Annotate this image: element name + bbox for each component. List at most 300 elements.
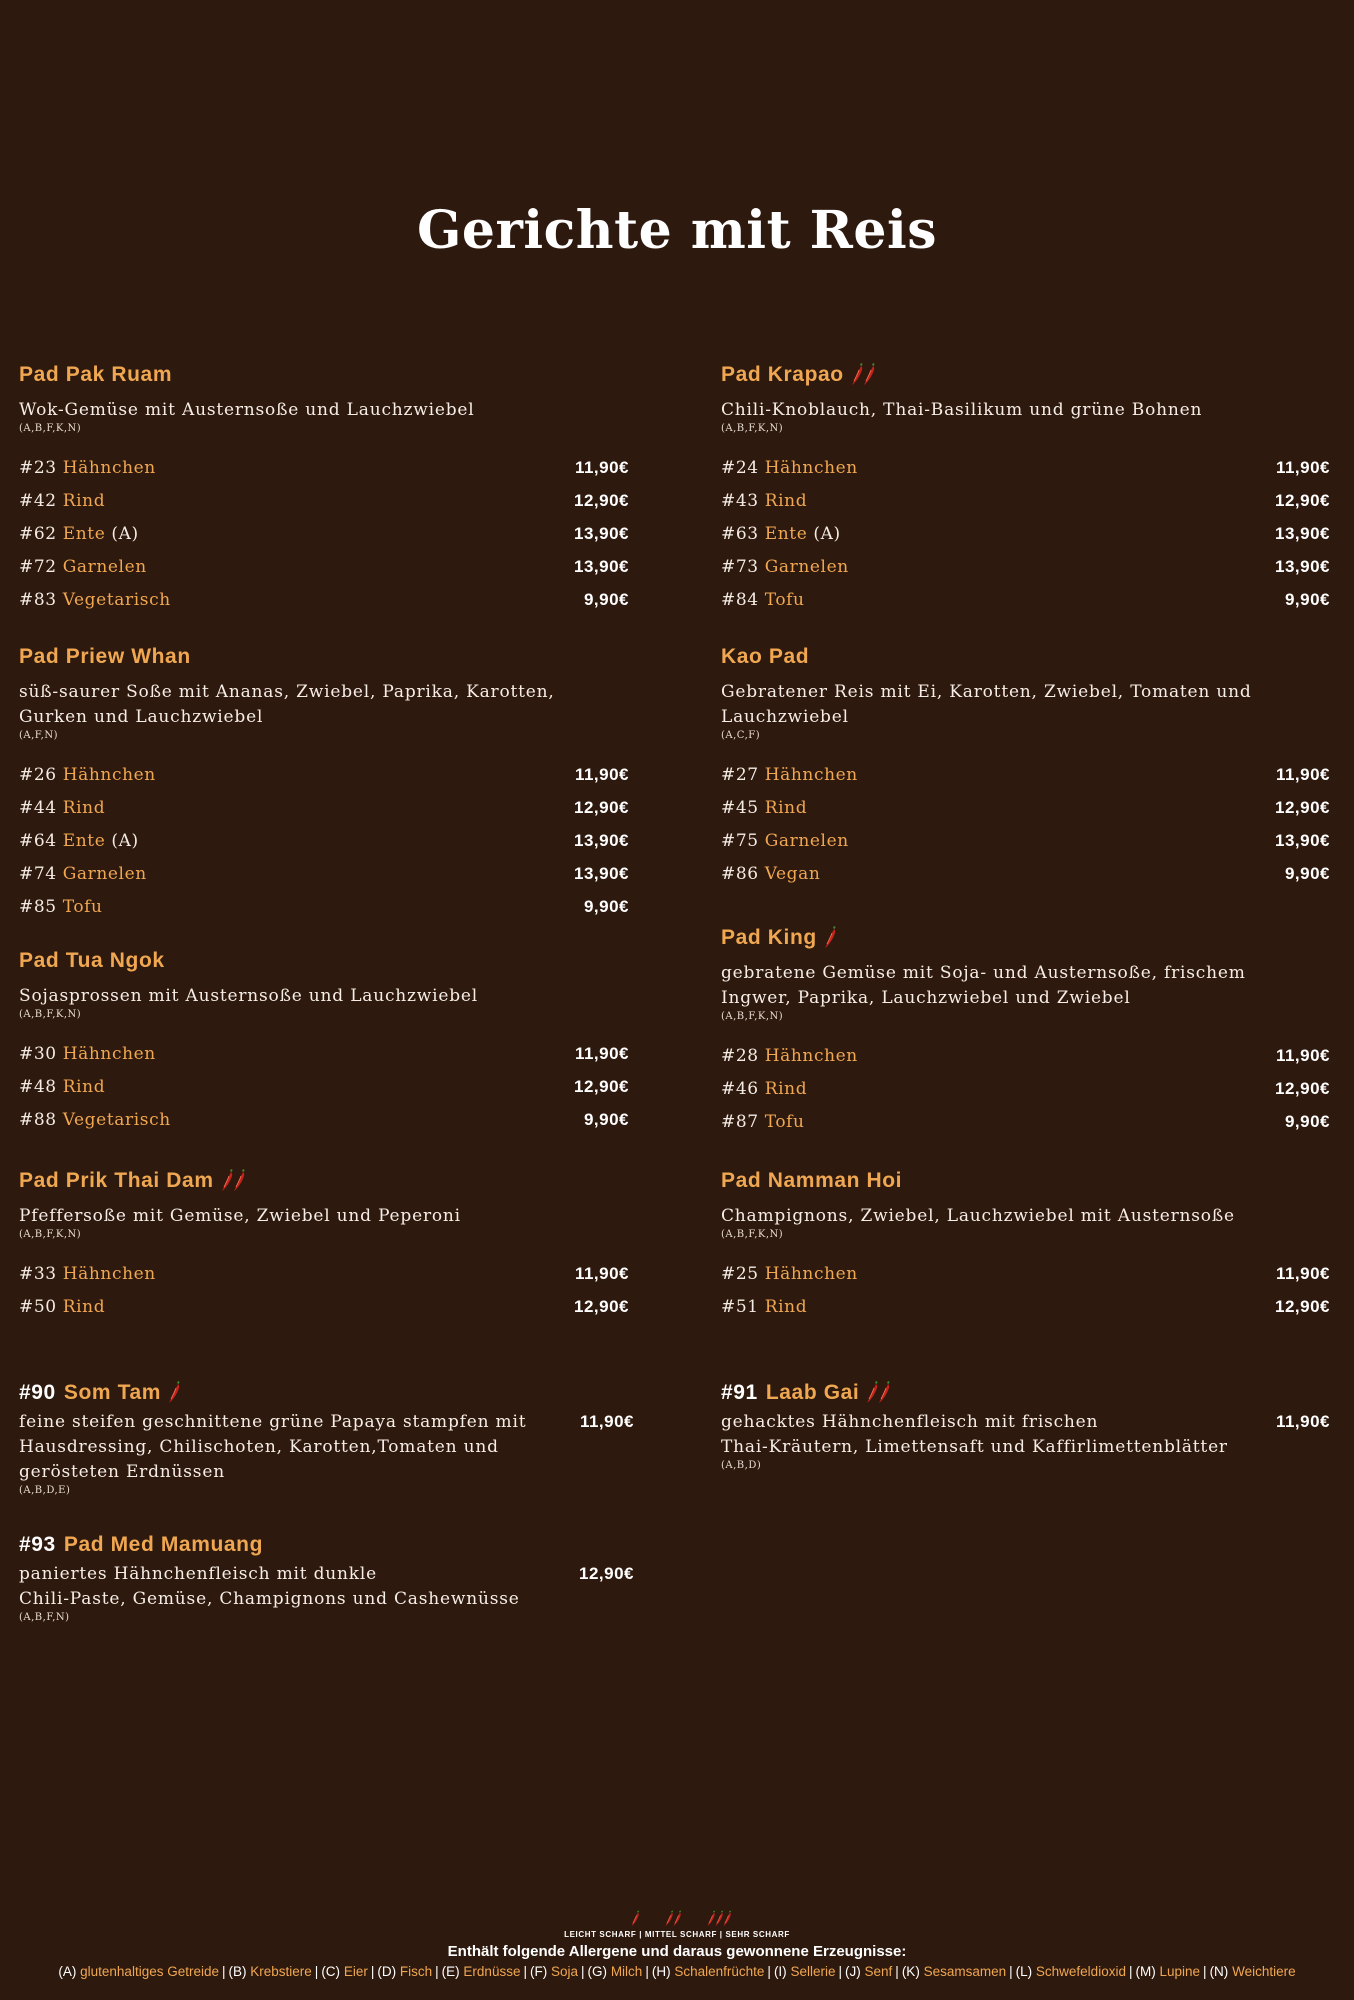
variant-row	[19, 1037, 629, 1070]
allergen-name: Eier	[343, 1964, 368, 1979]
allergen-code: (E)	[441, 1964, 460, 1979]
variant-name: Hähnchen	[764, 1045, 858, 1066]
allergen-separator: |	[435, 1964, 439, 1979]
dish-body	[19, 1408, 634, 1497]
item-code: #44	[19, 797, 57, 818]
allergen-code: (D)	[377, 1964, 397, 1979]
price: 11,90€	[1275, 1412, 1330, 1431]
variant-row	[721, 1105, 1330, 1138]
item-code: #27	[721, 764, 759, 785]
variant-row	[19, 1103, 629, 1136]
price: 12,90€	[579, 1564, 634, 1583]
description-line: Chili-Paste, Gemüse, Champignons und Cashewnüsse	[19, 1589, 520, 1609]
description-line: gehacktes Hähnchenfleisch mit frischen	[721, 1412, 1099, 1432]
variant-label	[19, 491, 105, 511]
allergen-codes: (A,C,F)	[721, 730, 761, 741]
description-line: Chili-Knoblauch, Thai-Basilikum und grüne Bohnen	[721, 400, 1203, 420]
dish-item	[19, 1530, 634, 1624]
variant-row	[721, 551, 1330, 584]
allergen-separator: |	[523, 1964, 527, 1979]
chili-icon	[850, 363, 874, 387]
variant-name: Rind	[764, 1078, 808, 1099]
dish-item	[721, 360, 1330, 617]
variant-label	[19, 524, 139, 544]
price: 9,90€	[1284, 864, 1330, 884]
allergen-separator: |	[314, 1964, 319, 1979]
variant-label	[721, 864, 820, 884]
variant-row	[19, 517, 629, 550]
variant-name: Tofu	[62, 897, 103, 918]
description-line: Ingwer, Paprika, Lauchzwiebel und Zwiebel	[721, 988, 1131, 1008]
legend-medium	[658, 1910, 680, 1928]
variant-row	[19, 551, 629, 584]
price: 11,90€	[574, 1043, 629, 1063]
allergen-code: (F)	[529, 1964, 548, 1979]
variant-label	[19, 864, 147, 884]
dish-number: #93	[19, 1533, 56, 1556]
description-line: Pfeffersoße mit Gemüse, Zwiebel und Peperoni	[19, 1206, 461, 1226]
variant-name: Tofu	[764, 590, 805, 611]
price: 11,90€	[579, 1412, 634, 1431]
variant-row	[721, 791, 1330, 824]
variant-label	[19, 831, 139, 851]
allergen-separator: |	[221, 1964, 226, 1979]
description-line: Thai-Kräutern, Limettensaft und Kaffirlimettenblätter	[721, 1437, 1228, 1457]
variant-label	[19, 1044, 156, 1064]
variant-label	[721, 765, 858, 785]
price: 11,90€	[574, 764, 629, 784]
dish-description	[721, 961, 1330, 1011]
allergen-codes: (A,B,F,K,N)	[19, 1229, 82, 1240]
allergen-name: Schalenfrüchte	[674, 1964, 765, 1979]
item-code: #48	[19, 1076, 57, 1097]
variant-list	[19, 758, 629, 924]
allergen-codes: (A,B,D)	[721, 1460, 762, 1471]
allergen-name: Milch	[610, 1964, 643, 1979]
item-code: #33	[19, 1263, 57, 1284]
dish-name-text: Pad Priew Whan	[19, 645, 191, 668]
item-code: #83	[19, 590, 57, 611]
price: 13,90€	[574, 557, 629, 577]
dish-text	[19, 1560, 539, 1624]
item-code: #75	[721, 830, 759, 851]
dish-name-text: Pad Prik Thai Dam	[19, 1169, 214, 1192]
variant-name: Ente	[764, 523, 808, 544]
variant-name: Hähnchen	[764, 1263, 858, 1284]
allergen-code: (H)	[651, 1964, 671, 1979]
allergen-codes: (A,B,F,K,N)	[19, 423, 82, 434]
chili-icon	[865, 1381, 889, 1405]
dish-name-pad-prik-thai-dam	[19, 1166, 629, 1196]
variant-row	[721, 484, 1330, 517]
allergen-name: Fisch	[399, 1964, 433, 1979]
variant-name: Garnelen	[62, 557, 147, 578]
allergen-codes: (A,B,F,N)	[19, 1612, 70, 1623]
item-code: #51	[721, 1296, 759, 1317]
variant-name: Hähnchen	[62, 457, 156, 478]
dish-item	[721, 1378, 1330, 1472]
allergen-separator: |	[767, 1964, 771, 1979]
price: 12,90€	[1275, 797, 1330, 817]
variant-list	[721, 1257, 1330, 1323]
variant-allergen: (A)	[111, 523, 139, 544]
allergen-title: Enthält folgende Allergene und daraus gewonnene Erzeugnisse:	[447, 1943, 907, 1960]
variant-row	[19, 451, 629, 484]
variant-label	[19, 897, 103, 917]
variant-label	[721, 491, 807, 511]
allergen-code: (K)	[901, 1964, 920, 1979]
description-line: Champignons, Zwiebel, Lauchzwiebel mit Austernsoße	[721, 1206, 1235, 1226]
dish-name-text: Som Tam	[63, 1381, 162, 1404]
variant-name: Ente	[62, 830, 106, 851]
dish-item	[19, 1166, 629, 1323]
allergen-code: (M)	[1135, 1964, 1156, 1979]
dish-description	[721, 1410, 1241, 1460]
legend-mild	[624, 1910, 638, 1928]
variant-label	[19, 1264, 156, 1284]
item-code: #24	[721, 457, 759, 478]
allergen-separator: |	[645, 1964, 649, 1979]
variant-row	[19, 1290, 629, 1323]
footer	[0, 1910, 1354, 1979]
variant-row	[19, 858, 629, 891]
dish-description	[19, 398, 629, 423]
variant-label	[721, 1264, 858, 1284]
allergen-name: Krebstiere	[250, 1964, 312, 1979]
dish-number: #91	[721, 1381, 758, 1404]
variant-label	[19, 1297, 105, 1317]
allergen-separator: |	[1128, 1964, 1133, 1979]
legend-separator: |	[639, 1930, 643, 1939]
price: 12,90€	[1275, 490, 1330, 510]
allergen-code: (A)	[58, 1964, 77, 1979]
dish-number: #90	[19, 1381, 56, 1404]
price: 13,90€	[1275, 557, 1330, 577]
description-line: Wok-Gemüse mit Austernsoße und Lauchzwiebel	[19, 400, 475, 420]
variant-row	[19, 584, 629, 617]
allergen-name: Weichtiere	[1232, 1964, 1296, 1979]
chili-icon	[220, 1169, 244, 1193]
item-code: #30	[19, 1043, 57, 1064]
variant-label	[721, 1046, 858, 1066]
dish-name-pad-king	[721, 923, 1330, 953]
allergen-code: (C)	[321, 1964, 341, 1979]
dish-name-pad-namman-hoi	[721, 1166, 1330, 1196]
dish-item	[721, 923, 1330, 1139]
variant-list	[19, 451, 629, 617]
allergen-code: (N)	[1209, 1964, 1229, 1979]
variant-label	[19, 590, 171, 610]
price: 13,90€	[1275, 523, 1330, 543]
price: 12,90€	[574, 1296, 629, 1316]
price: 11,90€	[1275, 764, 1330, 784]
variant-row	[19, 791, 629, 824]
allergen-separator: |	[370, 1964, 375, 1979]
variant-name: Rind	[764, 490, 808, 511]
variant-row	[19, 758, 629, 791]
dish-description	[19, 1204, 629, 1229]
spice-legend-labels	[0, 1930, 1354, 1939]
price: 13,90€	[574, 523, 629, 543]
allergen-separator: |	[1009, 1964, 1013, 1979]
dish-name-text: Pad Namman Hoi	[721, 1169, 903, 1192]
variant-label	[19, 458, 156, 478]
price: 11,90€	[574, 457, 629, 477]
allergen-code: (G)	[587, 1964, 608, 1979]
allergen-codes: (A,B,D,E)	[19, 1485, 71, 1496]
variant-name: Ente	[62, 523, 106, 544]
variant-row	[721, 758, 1330, 791]
allergen-separator: |	[581, 1964, 585, 1979]
dish-name-text: Pad King	[721, 926, 817, 949]
item-code: #84	[721, 590, 759, 611]
variant-label	[721, 557, 849, 577]
description-line: feine steifen geschnittene grüne Papaya stampfen mit	[19, 1412, 527, 1432]
variant-label	[721, 798, 807, 818]
variant-row	[721, 858, 1330, 891]
allergen-separator: |	[1203, 1964, 1207, 1979]
item-code: #45	[721, 797, 759, 818]
dish-description	[19, 680, 629, 730]
allergen-codes: (A,B,F,K,N)	[721, 423, 784, 434]
item-code: #46	[721, 1078, 759, 1099]
item-code: #62	[19, 523, 57, 544]
chili-icon	[167, 1381, 179, 1405]
variant-row	[721, 1290, 1330, 1323]
item-code: #73	[721, 557, 759, 578]
description-line: Sojasprossen mit Austernsoße und Lauchzwiebel	[19, 986, 479, 1006]
variant-name: Rind	[62, 490, 106, 511]
variant-name: Vegan	[764, 864, 821, 885]
description-line: Hausdressing, Chilischoten, Karotten,Tomaten und	[19, 1437, 499, 1457]
variant-row	[721, 451, 1330, 484]
dish-name-text: Pad Pak Ruam	[19, 363, 173, 386]
dish-description	[19, 1410, 539, 1485]
variant-row	[721, 824, 1330, 857]
dish-item	[721, 1166, 1330, 1323]
dish-name-text: Pad Tua Ngok	[19, 949, 165, 972]
dish-name-pad-med-mamuang	[19, 1530, 629, 1560]
item-code: #43	[721, 490, 759, 511]
allergen-separator: |	[895, 1964, 899, 1979]
item-code: #64	[19, 830, 57, 851]
description-line: gebratene Gemüse mit Soja- und Austernsoße, frischem	[721, 963, 1246, 983]
variant-label	[721, 590, 805, 610]
dish-body	[721, 1408, 1330, 1472]
dish-text	[19, 1408, 539, 1497]
allergen-code: (L)	[1015, 1964, 1033, 1979]
price: 9,90€	[583, 1109, 629, 1129]
price: 12,90€	[574, 797, 629, 817]
price: 9,90€	[583, 590, 629, 610]
variant-list	[721, 451, 1330, 617]
price: 12,90€	[574, 1076, 629, 1096]
variant-row	[19, 484, 629, 517]
item-code: #42	[19, 490, 57, 511]
allergen-code: (J)	[845, 1964, 861, 1979]
legend-label-mild: LEICHT SCHARF	[564, 1930, 637, 1939]
variant-label	[721, 1297, 807, 1317]
price: 13,90€	[1275, 830, 1330, 850]
variant-row	[721, 517, 1330, 550]
legend-hot	[700, 1910, 730, 1928]
variant-name: Rind	[62, 1296, 106, 1317]
variant-label	[721, 1079, 807, 1099]
variant-label	[721, 1112, 805, 1132]
variant-list	[721, 1039, 1330, 1139]
price: 11,90€	[1275, 1045, 1330, 1065]
variant-name: Hähnchen	[764, 764, 858, 785]
dish-item	[721, 642, 1330, 891]
price: 12,90€	[574, 490, 629, 510]
allergen-code: (I)	[773, 1964, 787, 1979]
dish-name-pad-priew-whan	[19, 642, 629, 672]
variant-label	[19, 765, 156, 785]
variant-label	[19, 798, 105, 818]
variant-allergen: (A)	[111, 830, 139, 851]
allergen-code: (B)	[228, 1964, 247, 1979]
dish-item	[19, 360, 629, 617]
variant-name: Vegetarisch	[62, 1109, 171, 1130]
chili-icon	[664, 1910, 680, 1928]
variant-name: Tofu	[764, 1111, 805, 1132]
allergen-name: Soja	[551, 1964, 579, 1979]
item-code: #87	[721, 1111, 759, 1132]
variant-row	[721, 1072, 1330, 1105]
variant-list	[19, 1037, 629, 1137]
dish-item	[19, 946, 629, 1137]
item-code: #74	[19, 864, 57, 885]
item-code: #88	[19, 1109, 57, 1130]
variant-name: Rind	[62, 1076, 106, 1097]
variant-row	[19, 891, 629, 924]
variant-name: Hähnchen	[62, 764, 156, 785]
dish-name-kao-pad	[721, 642, 1330, 672]
dish-description	[19, 1562, 539, 1612]
price: 9,90€	[1284, 1111, 1330, 1131]
allergen-separator: |	[838, 1964, 842, 1979]
dish-item	[19, 642, 629, 924]
allergen-codes: (A,B,F,K,N)	[721, 1011, 784, 1022]
allergen-name: Lupine	[1159, 1964, 1201, 1979]
legend-label-hot: SEHR SCHARF	[725, 1930, 790, 1939]
variant-name: Garnelen	[62, 864, 147, 885]
spice-legend	[0, 1910, 1354, 1928]
dish-name-text: Pad Med Mamuang	[63, 1533, 264, 1556]
price: 11,90€	[574, 1263, 629, 1283]
allergen-codes: (A,F,N)	[19, 730, 59, 741]
allergen-name: Sellerie	[790, 1964, 836, 1979]
item-code: #50	[19, 1296, 57, 1317]
variant-name: Rind	[764, 1296, 808, 1317]
variant-name: Vegetarisch	[62, 590, 171, 611]
legend-separator: |	[719, 1930, 723, 1939]
description-line: paniertes Hähnchenfleisch mit dunkle	[19, 1564, 377, 1584]
dish-name-pad-pak-ruam	[19, 360, 629, 390]
dish-name-text: Laab Gai	[765, 1381, 860, 1404]
variant-name: Hähnchen	[62, 1263, 156, 1284]
variant-allergen: (A)	[813, 523, 841, 544]
item-code: #85	[19, 897, 57, 918]
price: 11,90€	[1275, 1263, 1330, 1283]
variant-row	[721, 1257, 1330, 1290]
variant-label	[19, 1077, 105, 1097]
chili-icon	[630, 1910, 638, 1928]
item-code: #26	[19, 764, 57, 785]
price: 9,90€	[1284, 590, 1330, 610]
dish-body	[19, 1560, 634, 1624]
item-code: #23	[19, 457, 57, 478]
variant-label	[19, 1110, 171, 1130]
dish-name-text: Pad Krapao	[721, 363, 844, 386]
variant-row	[721, 584, 1330, 617]
variant-name: Rind	[764, 797, 808, 818]
variant-row	[721, 1039, 1330, 1072]
dish-text	[721, 1408, 1241, 1472]
variant-list	[19, 1257, 629, 1323]
price: 12,90€	[1275, 1296, 1330, 1316]
allergen-name: Erdnüsse	[463, 1964, 521, 1979]
variant-row	[19, 1257, 629, 1290]
price: 13,90€	[574, 830, 629, 850]
dish-name-pad-tua-ngok	[19, 946, 629, 976]
variant-list	[721, 758, 1330, 891]
variant-label	[721, 524, 841, 544]
dish-description	[721, 680, 1330, 730]
variant-row	[19, 824, 629, 857]
allergen-codes: (A,B,F,K,N)	[19, 1009, 82, 1020]
price: 12,90€	[1275, 1078, 1330, 1098]
dish-name-pad-krapao	[721, 360, 1330, 390]
allergen-list	[0, 1964, 1354, 1979]
chili-icon	[706, 1910, 730, 1928]
item-code: #28	[721, 1045, 759, 1066]
price: 9,90€	[583, 897, 629, 917]
price: 11,90€	[1275, 457, 1330, 477]
variant-name: Hähnchen	[62, 1043, 156, 1064]
description-line: Lauchzwiebel	[721, 707, 849, 727]
dish-description	[19, 984, 629, 1009]
item-code: #63	[721, 523, 759, 544]
item-code: #86	[721, 864, 759, 885]
dish-item	[19, 1378, 634, 1497]
allergen-name: Senf	[864, 1964, 893, 1979]
dish-description	[721, 398, 1330, 423]
dish-description	[721, 1204, 1330, 1229]
page-title: Gerichte mit Reis	[416, 200, 938, 261]
variant-name: Garnelen	[764, 557, 849, 578]
item-code: #72	[19, 557, 57, 578]
variant-row	[19, 1070, 629, 1103]
variant-label	[721, 458, 858, 478]
variant-label	[19, 557, 147, 577]
allergen-codes: (A,B,F,K,N)	[721, 1229, 784, 1240]
chili-icon	[823, 926, 835, 950]
price: 13,90€	[574, 864, 629, 884]
description-line: Gurken und Lauchzwiebel	[19, 707, 264, 727]
variant-name: Garnelen	[764, 830, 849, 851]
variant-name: Hähnchen	[764, 457, 858, 478]
description-line: Gebratener Reis mit Ei, Karotten, Zwiebel, Tomaten und	[721, 682, 1252, 702]
allergen-name: glutenhaltiges Getreide	[80, 1964, 219, 1979]
item-code: #25	[721, 1263, 759, 1284]
allergen-name: Sesamsamen	[923, 1964, 1007, 1979]
dish-name-text: Kao Pad	[721, 645, 810, 668]
allergen-name: Schwefeldioxid	[1035, 1964, 1126, 1979]
dish-name-som-tam	[19, 1378, 629, 1408]
dish-name-laab-gai	[721, 1378, 1330, 1408]
description-line: gerösteten Erdnüssen	[19, 1462, 225, 1482]
